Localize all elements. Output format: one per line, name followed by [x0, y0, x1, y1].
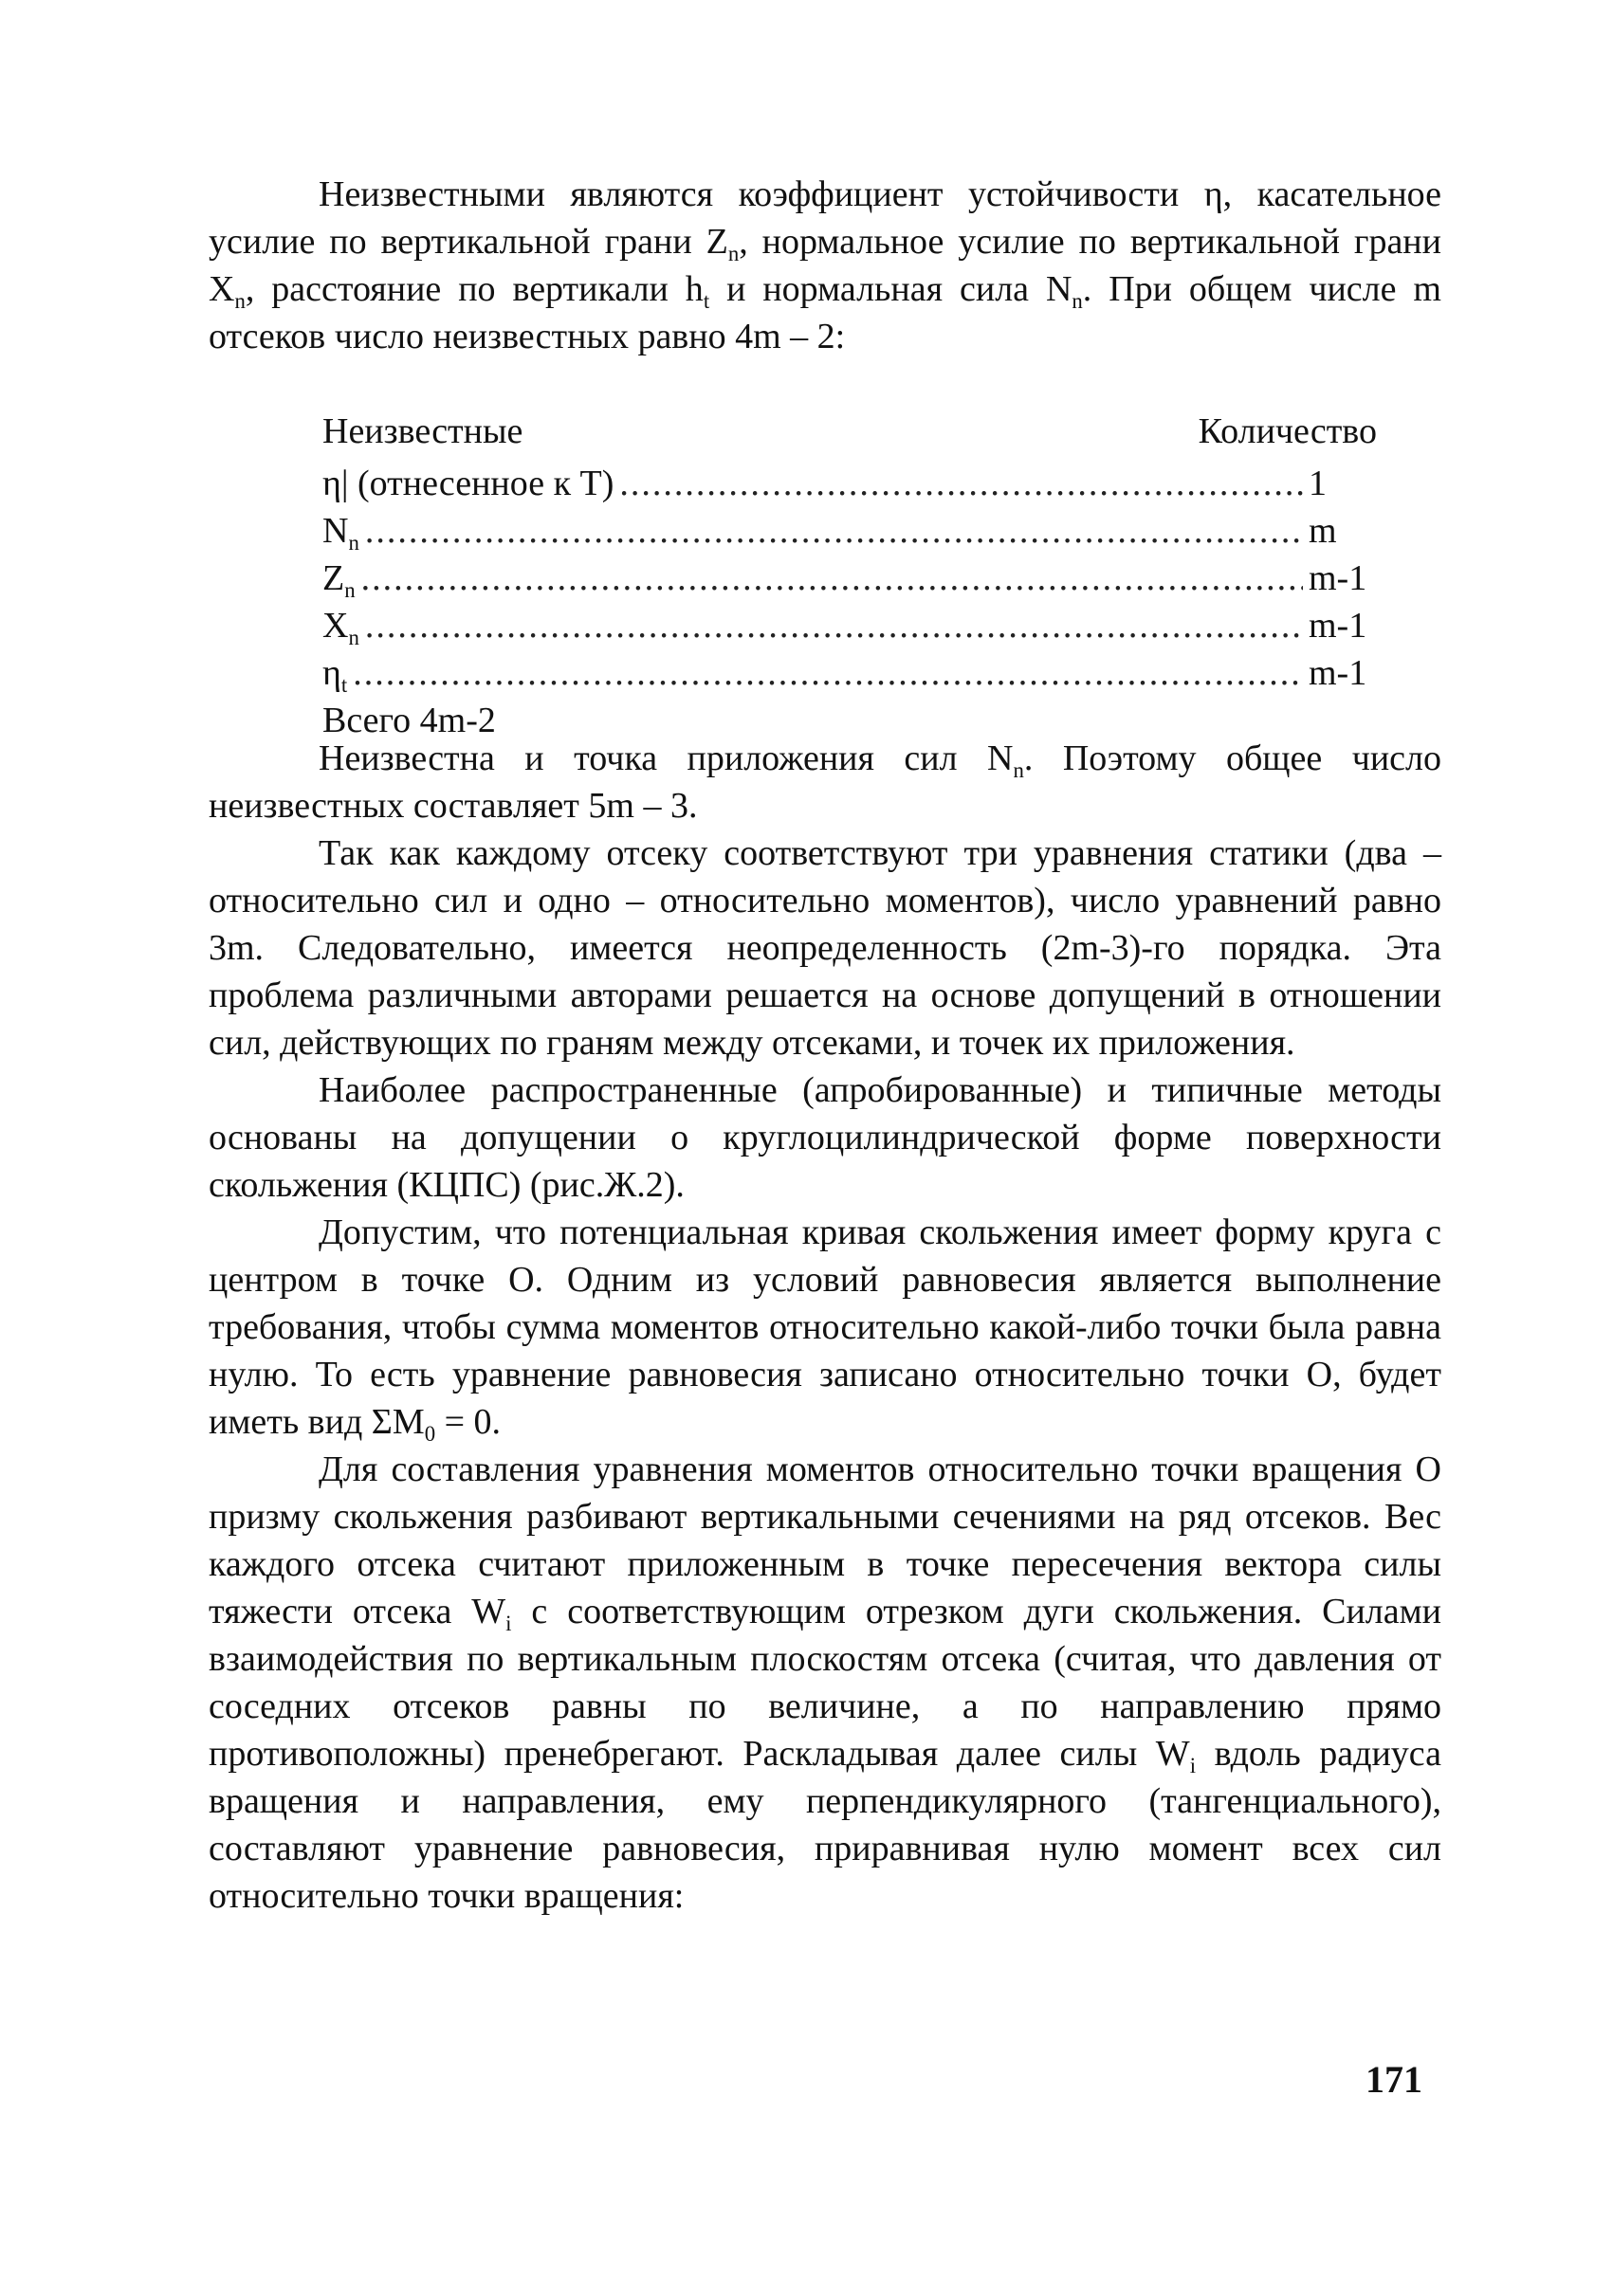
row-label: η| (отнесенное к T)	[322, 464, 614, 503]
table-row	[322, 602, 1377, 649]
table-row	[322, 460, 1377, 507]
leader-dots	[365, 602, 1303, 649]
row-value: m-1	[1309, 558, 1367, 598]
intro-paragraph: Неизвестными являются коэффициент устойчивости η, касательное усилие по вертикальной грани $Z_n$, нормальное усилие по вертикальной грани $X_n$, расстояние по вертикали $h_t$ и нормальная сила $N_n$. При общем числе m отсеков число неизвестных равно 4m – 2:	[209, 174, 1441, 356]
unknowns-table	[322, 408, 1377, 744]
table-row	[322, 649, 1377, 697]
row-label: $\eta_t$	[322, 653, 348, 697]
table-row	[322, 555, 1377, 602]
table-row	[322, 507, 1377, 555]
paragraph-statics-equations: Так как каждому отсеку соответствуют три уравнения статики (два – относительно сил и одно – относительно моментов), число уравнений равно 3m. Следовательно, имеется неопределенность (2m-3)-го порядка. Эта проблема различными авторами решается на основе допущений в отношении сил, действующих по граням между отсеками, и точек их приложения.	[209, 833, 1441, 1063]
paragraph-methods: Наиболее распространенные (апробированные) и типичные методы основаны на допущении о круглоцилиндрической форме поверхности скольжения (КЦПС) (рис.Ж.2).	[209, 1070, 1441, 1205]
leader-dots	[361, 555, 1303, 602]
paragraph-moment-equation: Для составления уравнения моментов относительно точки вращения О призму скольжения разбивают вертикальными сечениями на ряд отсеков. Вес каждого отсека считают приложенным в точке пересечения вектора силы тяжести отсека $W_i$ с соответствующим отрезком дуги скольжения. Силами взаимодействия по вертикальным плоскостям отсека (считая, что давления от соседних отсеков равны по величине, а по направлению прямо противоположны) пренебрегают. Раскладывая далее силы $W_i$ вдоль радиуса вращения и направления, ему перпендикулярного (тангенциального), составляют уравнение равновесия, приравнивая нулю момент всех сил относительно точки вращения:	[209, 1449, 1442, 1916]
leader-dots	[353, 649, 1303, 697]
row-value: 1	[1309, 464, 1327, 503]
table-total: Всего 4m-2	[322, 701, 496, 740]
leader-dots	[365, 507, 1303, 555]
row-value: m-1	[1309, 606, 1367, 646]
paragraph-unknown-points: Неизвестна и точка приложения сил $N_n$. Поэтому общее число неизвестных составляет 5m – 3.	[209, 738, 1441, 826]
page-number: 171	[1366, 2058, 1422, 2101]
row-value: m	[1309, 511, 1337, 551]
header-unknowns: Неизвестные	[322, 411, 523, 451]
row-label: $X_n$	[322, 606, 359, 649]
paragraph-circle-assumption: Допустим, что потенциальная кривая скольжения имеет форму круга с центром в точке О. Одним из условий равновесия является выполнение требования, чтобы сумма моментов относительно какой-либо точки была равна нулю. То есть уравнение равновесия записано относительно точки О, будет иметь вид $\Sigma M_0 = 0$.	[209, 1212, 1441, 1446]
header-quantity: Количество	[1198, 411, 1377, 451]
intro-block	[209, 171, 1441, 360]
body-text	[209, 735, 1441, 1920]
leader-dots	[619, 460, 1303, 507]
row-label: $Z_n$	[322, 558, 356, 602]
row-label: $N_n$	[322, 511, 359, 555]
table-header	[322, 408, 1377, 455]
row-value: m-1	[1309, 653, 1367, 693]
